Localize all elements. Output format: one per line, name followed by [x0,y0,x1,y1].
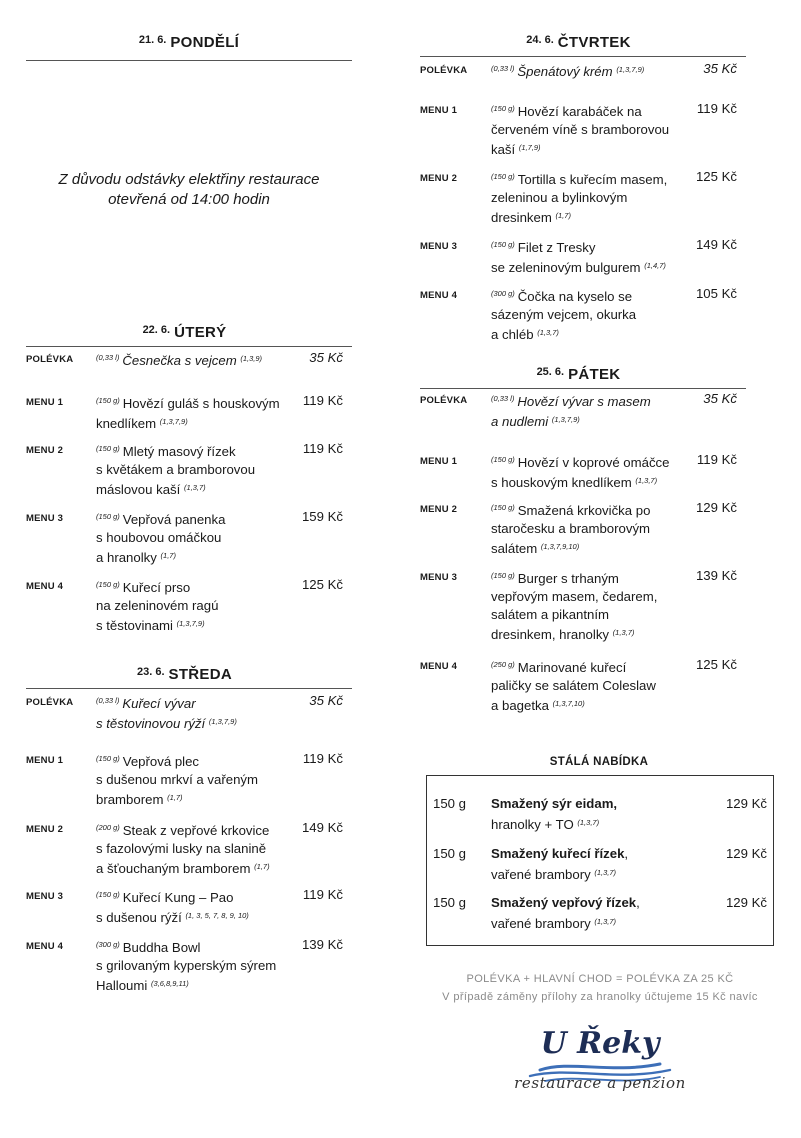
dish-line: dresinkem [491,210,552,225]
price: 35 Kč [309,693,343,708]
dish-description [96,692,237,733]
portion: (150 g) [491,503,515,512]
price: 119 Kč [302,441,343,456]
day-heading [26,666,343,684]
dish-description [96,819,270,878]
dish-description [491,567,657,644]
item-description [491,893,640,933]
row-label: MENU 4 [26,581,64,592]
allergens: (3,6,8,9,11) [150,979,189,988]
dish-line: máslovou kaší [96,482,181,497]
dish-name: Špenátový krém [517,64,613,79]
dish-description [96,576,218,635]
dish-line: Mletý masový řízek [122,444,236,459]
portion: (0,33 l) [96,353,120,362]
allergens: (1,7) [160,551,176,560]
standing-offer-title: STÁLÁ NABÍDKA [549,756,649,768]
dish-line: na zeleninovém ragú [96,598,219,613]
price: 125 Kč [695,169,737,184]
dish-name: Česnečka s vejcem [122,353,237,368]
menu-row [420,567,737,641]
price: 119 Kč [302,887,343,902]
day-date: 25. 6. [536,366,565,378]
allergens: (1,3,7) [594,868,617,877]
item-price: 129 Kč [725,895,767,910]
menu-row [26,440,343,496]
dish-line: sázeným vejcem, okurka [491,307,637,322]
allergens: (1,3,7,9) [176,619,205,628]
day-date: 23. 6. [136,666,165,678]
day-tuesday [26,320,343,640]
row-label: MENU 4 [420,661,458,672]
dish-line: Buddha Bowl [122,940,201,955]
row-label: MENU 1 [26,397,64,408]
portion: (150 g) [96,444,120,453]
dish-line: se zeleninovým bulgurem [491,260,641,275]
dish-line: a chléb [491,327,534,342]
dish-description [491,656,656,715]
portion: (0,33 l) [96,696,120,705]
dish-description [96,886,249,927]
soup-row [26,692,343,730]
price: 119 Kč [302,751,343,766]
item-name: Smažený kuřecí řízek [491,846,625,861]
allergens: (1,3,7,9) [208,717,237,726]
price: 125 Kč [695,657,737,672]
soup-row [26,349,343,369]
allergens: (1,3,7) [537,328,559,337]
portion: (200 g) [96,823,120,832]
portion: (250 g) [491,660,515,669]
dish-line: knedlíkem [96,416,157,431]
soup-combo-note: POLÉVKA + HLAVNÍ CHOD = POLÉVKA ZA 25 KČ [466,973,734,985]
dish-description [96,392,280,433]
dish-line: Kuřecí Kung – Pao [122,890,234,905]
item-name: Smažený sýr eidam, [491,796,618,811]
portion: (150 g) [491,571,515,580]
portion: (150 g) [96,890,120,899]
allergens: (1, 3, 5, 7, 8, 9, 10) [185,911,249,920]
standing-offer-item [427,893,773,931]
dish-line: paličky se salátem Coleslaw [491,678,656,693]
closure-notice [26,170,352,210]
dish-description [491,236,666,277]
portion: (150 g) [491,455,515,464]
dish-line: s fazolovými lusky na slanině [96,841,267,856]
dish-line: salátem a pikantním [491,607,610,622]
menu-row [26,508,343,564]
wave-line [540,1064,660,1070]
dish-line: Hovězí v koprové omáčce [517,455,670,470]
portion: (300 g) [96,940,120,949]
dish-line: Smažená krkovička po [517,503,651,518]
standing-offer-box [426,775,774,946]
logo-name: U Řeky [540,1026,660,1061]
day-date: 21. 6. [138,34,167,46]
menu-row [420,285,737,341]
menu-row [420,656,737,712]
soup-row [420,390,737,428]
allergens: (1,3,7,10) [552,699,585,708]
dish-line: s houbovou omáčkou [96,530,222,545]
dish-description [491,285,636,344]
item-description [491,794,617,834]
dish-description [491,390,651,431]
price: 35 Kč [309,350,343,365]
dish-line: a hranolky [96,550,157,565]
dish-line: a šťouchaným bramborem [96,861,251,876]
dish-line: bramborem [96,792,164,807]
portion: (150 g) [96,580,120,589]
menu-row [26,886,343,926]
dish-line: Burger s trhaným [517,571,619,586]
dish-description [491,499,650,558]
allergens: (1,3,7,9) [159,417,188,426]
price: 105 Kč [695,286,737,301]
dish-description [96,349,262,370]
divider [26,346,352,347]
dish-line: Halloumi [96,978,148,993]
allergens: (1,7) [555,211,571,220]
row-label: MENU 4 [26,941,64,952]
row-label: MENU 3 [26,891,64,902]
price: 159 Kč [301,509,343,524]
item-description [491,844,628,884]
menu-row [420,100,737,156]
portion: (300 g) [491,289,515,298]
day-name: ČTVRTEK [557,34,631,51]
menu-row [420,236,737,276]
day-name: PÁTEK [568,366,621,383]
portion: (150 g) [491,104,515,113]
row-label: MENU 3 [420,241,458,252]
allergens: (1,4,7) [644,261,666,270]
row-label: MENU 2 [420,504,458,515]
price: 139 Kč [301,937,343,952]
price: 119 Kč [696,452,737,467]
item-name: Smažený vepřový řízek [491,895,637,910]
dish-line: Kuřecí vývar [122,696,196,711]
dish-line: Tortilla s kuřecím masem, [517,172,668,187]
menu-row [26,936,343,992]
price: 125 Kč [301,577,343,592]
item-side: hranolky + TO [491,817,574,832]
menu-row [26,576,343,632]
dish-line: salátem [491,541,538,556]
price: 149 Kč [301,820,343,835]
menu-row [420,451,737,491]
row-label: MENU 1 [420,105,458,116]
price: 119 Kč [696,101,737,116]
dish-line: s grilovaným kyperským sýrem [96,958,277,973]
day-name: ÚTERÝ [174,324,227,341]
allergens: (1,7,9) [518,143,541,152]
item-side: vařené brambory [491,916,591,931]
dish-line: Kuřecí prso [122,580,191,595]
item-weight: 150 g [433,796,467,811]
item-weight: 150 g [433,895,467,910]
row-label: MENU 2 [26,445,64,456]
dish-line: dresinkem, hranolky [491,627,610,642]
divider [26,60,352,61]
dish-description [96,750,258,809]
dish-line: Hovězí guláš s houskovým [122,396,280,411]
allergens: (1,7) [167,793,183,802]
allergens: (1,3,7) [594,917,617,926]
row-label: MENU 4 [420,290,458,301]
price: 149 Kč [695,237,737,252]
dish-line: s těstovinami [96,618,173,633]
standing-offer-item [427,844,773,882]
dish-description [491,100,669,159]
price: 129 Kč [695,500,737,515]
row-label: POLÉVKA [420,395,468,406]
day-monday [26,0,352,220]
dish-description [491,168,667,227]
dish-line: s těstovinovou rýží [96,716,206,731]
dish-line: Čočka na kyselo se [517,289,633,304]
row-label: POLÉVKA [26,354,74,365]
soup-row [420,60,737,80]
day-date: 22. 6. [142,324,171,336]
dish-line: s dušenou rýží [96,910,182,925]
fries-surcharge-note: V případě záměny přílohy za hranolky účtujeme 15 Kč navíc [442,991,758,1003]
dish-line: červeném víně s bramborovou [491,122,670,137]
dish-line: Steak z vepřové krkovice [122,823,270,838]
portion: (0,33 l) [491,394,515,403]
allergens: (1,3,7) [635,476,658,485]
row-label: MENU 2 [420,173,458,184]
footer-notes [410,970,790,1006]
day-name: STŘEDA [168,666,232,683]
menu-row [26,750,343,806]
dish-line: Hovězí karabáček na [517,104,642,119]
allergens: (1,3,7,9) [616,65,645,74]
notice-line: otevřená od 14:00 hodin [108,191,270,208]
portion: (150 g) [96,396,120,405]
row-label: MENU 1 [26,755,64,766]
portion: (150 g) [491,172,515,181]
allergens: (1,3,7,9,10) [540,542,580,551]
allergens: (1,7) [254,862,270,871]
dish-line: vepřovým masem, čedarem, [491,589,658,604]
day-heading [420,34,737,52]
dish-line: Filet z Tresky [517,240,596,255]
day-heading [26,34,352,52]
standing-offer-item [427,794,773,832]
row-label: POLÉVKA [26,697,74,708]
day-thursday [420,0,737,350]
dish-line: Vepřová panenka [122,512,226,527]
item-weight: 150 g [433,846,467,861]
dish-line: kaší [491,142,516,157]
dish-description [96,936,276,995]
price: 119 Kč [302,393,343,408]
dish-description [491,60,644,81]
dish-description [96,508,225,567]
item-side: vařené brambory [491,867,591,882]
notice-line: Z důvodu odstávky elektřiny restaurace [58,171,320,188]
price: 139 Kč [695,568,737,583]
dish-line: Vepřová plec [122,754,200,769]
dish-line: a nudlemi [491,414,549,429]
dish-description [491,451,670,492]
day-date: 24. 6. [526,34,554,46]
row-label: MENU 2 [26,824,64,835]
day-friday [420,362,737,722]
row-label: MENU 1 [420,456,458,467]
allergens: (1,3,7) [577,818,600,827]
dish-line: zeleninou a bylinkovým [491,190,628,205]
price: 35 Kč [703,61,737,76]
allergens: (1,3,7) [183,483,206,492]
menu-row [26,392,343,432]
menu-row [420,168,737,224]
row-label: POLÉVKA [420,65,468,76]
row-label: MENU 3 [420,572,458,583]
day-name: PONDĚLÍ [170,34,240,51]
dish-line: a bagetka [491,698,549,713]
day-wednesday [26,662,343,1002]
dish-line: staročesku a bramborovým [491,521,651,536]
divider [420,388,746,389]
dish-line: s květákem a bramborovou [96,462,256,477]
allergens: (1,3,7,9) [551,415,580,424]
item-price: 129 Kč [725,846,767,861]
portion: (150 g) [96,754,120,763]
portion: (150 g) [491,240,515,249]
dish-line: Hovězí vývar s masem [517,394,651,409]
dish-line: s houskovým knedlíkem [491,475,632,490]
day-heading [420,366,737,384]
item-comma: , [624,846,629,861]
logo-tagline: restaurace a penzion [514,1074,686,1092]
restaurant-logo [500,1026,700,1108]
divider [420,56,746,57]
day-heading [26,324,343,342]
portion: (0,33 l) [491,64,515,73]
price: 35 Kč [703,391,737,406]
dish-description [96,440,255,499]
allergens: (1,3,9) [240,354,263,363]
item-comma: , [636,895,640,910]
allergens: (1,3,7) [612,628,635,637]
menu-row [420,499,737,555]
item-price: 129 Kč [725,796,767,811]
portion: (150 g) [96,512,120,521]
dish-line: s dušenou mrkví a vařeným [96,772,258,787]
divider [26,688,352,689]
row-label: MENU 3 [26,513,64,524]
menu-row [26,819,343,875]
dish-line: Marinované kuřecí [517,660,627,675]
